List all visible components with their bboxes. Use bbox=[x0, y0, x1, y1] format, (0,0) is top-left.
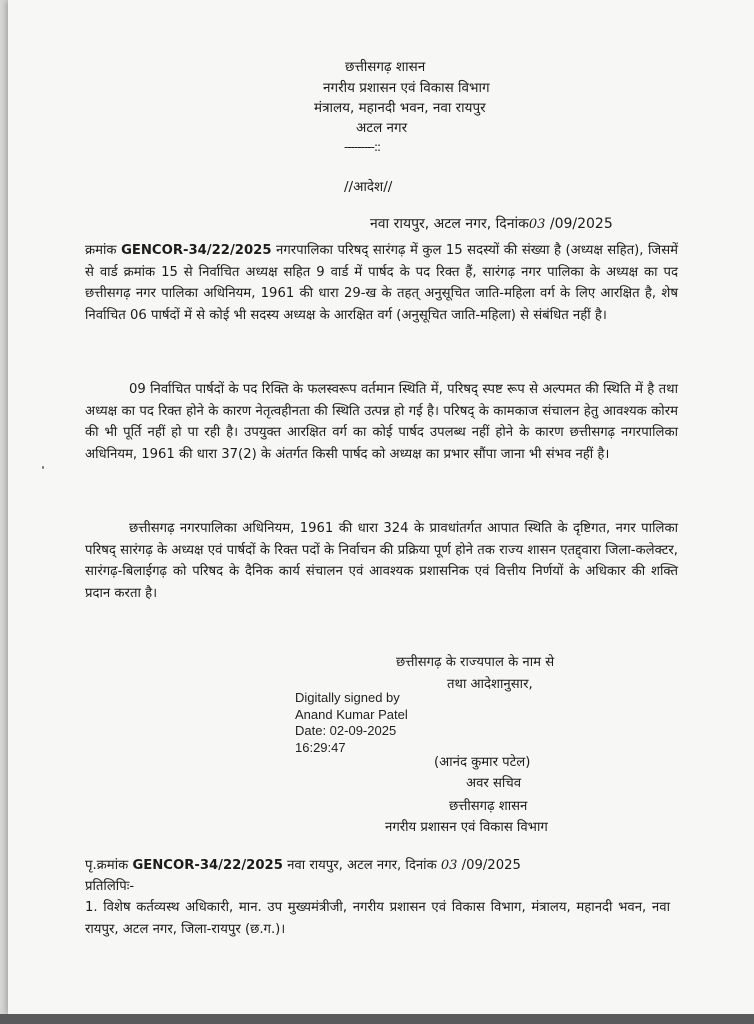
endorsement-line bbox=[85, 855, 521, 873]
header-address: मंत्रालय, महानदी भवन, नवा रायपुर bbox=[314, 100, 486, 116]
signatory-name: (आनंद कुमार पटेल) bbox=[434, 755, 531, 770]
p1-lead: क्रमांक bbox=[85, 243, 122, 258]
signatory-designation: अवर सचिव bbox=[466, 776, 522, 791]
paragraph-2: 09 निर्वाचित पार्षदों के पद रिक्ति के फलस्वरूप वर्तमान स्थिति में, परिषद् स्पष्ट रूप से अल्पमत की स्थिति में है तथा अध्यक्ष का पद रिक्त होने के कारण नेतृत्वहीनता की स्थिति उत्पन्न हो गई है। परिषद् के कामकाज संचालन हेतु आवश्यक कोरम की भी पूर्ति नहीं हो पा रही है। उपयुक्त आरक्षित वर्ग का कोई पार्षद उपलब्ध नहीं होने के कारण छत्तीसगढ़ नगरपालिका अधिनियम, 1961 की धारा 37(2) के अंतर्गत किसी पार्षद को अध्यक्ष का प्रभार सौंपा जाना भी संभव नहीं है। bbox=[85, 382, 678, 462]
reference-number: GENCOR-34/22/2025 bbox=[121, 243, 272, 258]
header-city: अटल नगर bbox=[356, 120, 408, 136]
date-suffix: /09/2025 bbox=[545, 216, 613, 232]
endorse-middle: नवा रायपुर, अटल नगर, दिनांक bbox=[282, 858, 441, 873]
digsig-name: Anand Kumar Patel bbox=[295, 706, 408, 722]
copy-item-1: 1. विशेष कर्तव्यस्थ अधिकारी, मान. उप मुख्यमंत्रीजी, नगरीय प्रशासन एवं विकास विभाग, मंत्रालय, महानदी भवन, नवा रायपुर, अटल नगर, जिला-रायपुर (छ.ग.)। bbox=[85, 900, 670, 937]
signatory-department: नगरीय प्रशासन एवं विकास विभाग bbox=[385, 820, 548, 835]
copy-heading: प्रतिलिपिः- bbox=[85, 879, 135, 894]
governor-line-2: तथा आदेशानुसार, bbox=[447, 677, 533, 692]
header-separator: ---------:: bbox=[344, 140, 381, 154]
bottom-edge-strip bbox=[0, 1014, 754, 1024]
header-government: छत्तीसगढ़ शासन bbox=[345, 59, 426, 75]
endorse-reference: GENCOR-34/22/2025 bbox=[132, 858, 283, 873]
digsig-time: 16:29:47 bbox=[295, 739, 346, 755]
scan-speck bbox=[42, 466, 44, 469]
paragraph-3: छत्तीसगढ़ नगरपालिका अधिनियम, 1961 की धारा 324 के प्रावधांतर्गत आपात स्थिति के दृष्टिगत, नगर पालिका परिषद् सारंगढ़ के अध्यक्ष एवं पार्षदों के रिक्त पदों के निर्वाचन की प्रक्रिया पूर्ण होने तक राज्य शासन एतद्द्वारा जिला-कलेक्टर, सारंगढ़-बिलाईगढ़ को परिषद के दैनिक कार्य संचालन एवं आवश्यक प्रशासनिक एवं वित्तीय निर्णयों के अधिकार की शक्ति प्रदान करता है। bbox=[85, 521, 678, 601]
digsig-date: Date: 02-09-2025 bbox=[295, 723, 397, 738]
date-prefix: नवा रायपुर, अटल नगर, दिनांक bbox=[370, 216, 529, 232]
date-day-handwritten: 03 bbox=[528, 217, 546, 232]
header-department: नगरीय प्रशासन एवं विकास विभाग bbox=[323, 80, 490, 96]
order-title: //आदेश// bbox=[344, 179, 393, 195]
governor-line-1: छत्तीसगढ़ के राज्यपाल के नाम से bbox=[396, 655, 555, 670]
p1-text: नगरपालिका परिषद् सारंगढ़ में कुल 15 सदस्यों की संख्या है (अध्यक्ष सहित), जिसमें से वार्ड क्रमांक 15 से निर्वाचित अध्यक्ष सहित 9 वार्ड में पार्षद के पद रिक्त हैं, सारंगढ़ नगर पालिका के अध्यक्ष का पद छत्तीसगढ़ नगर पालिका अधिनियम, 1961 की धारा 29-ख के तहत् अनुसूचित जाति-महिला वर्ग के लिए आरक्षित है, शेष निर्वाचित 06 पार्षदों में से कोई भी सदस्य अध्यक्ष के आरक्षित वर्ग (अनुसूचित जाति-महिला) से संबंधित नहीं है। bbox=[85, 243, 678, 323]
endorse-day-handwritten: 03 bbox=[440, 858, 458, 873]
endorse-prefix: पृ.क्रमांक bbox=[85, 858, 133, 873]
signatory-government: छत्तीसगढ़ शासन bbox=[449, 799, 528, 814]
paragraph-1 bbox=[85, 240, 678, 326]
endorse-suffix: /09/2025 bbox=[457, 858, 521, 873]
digsig-line-1: Digitally signed by bbox=[295, 690, 400, 705]
document-page bbox=[8, 0, 754, 1014]
order-date-line bbox=[370, 214, 613, 233]
digital-signature-block bbox=[295, 690, 408, 756]
